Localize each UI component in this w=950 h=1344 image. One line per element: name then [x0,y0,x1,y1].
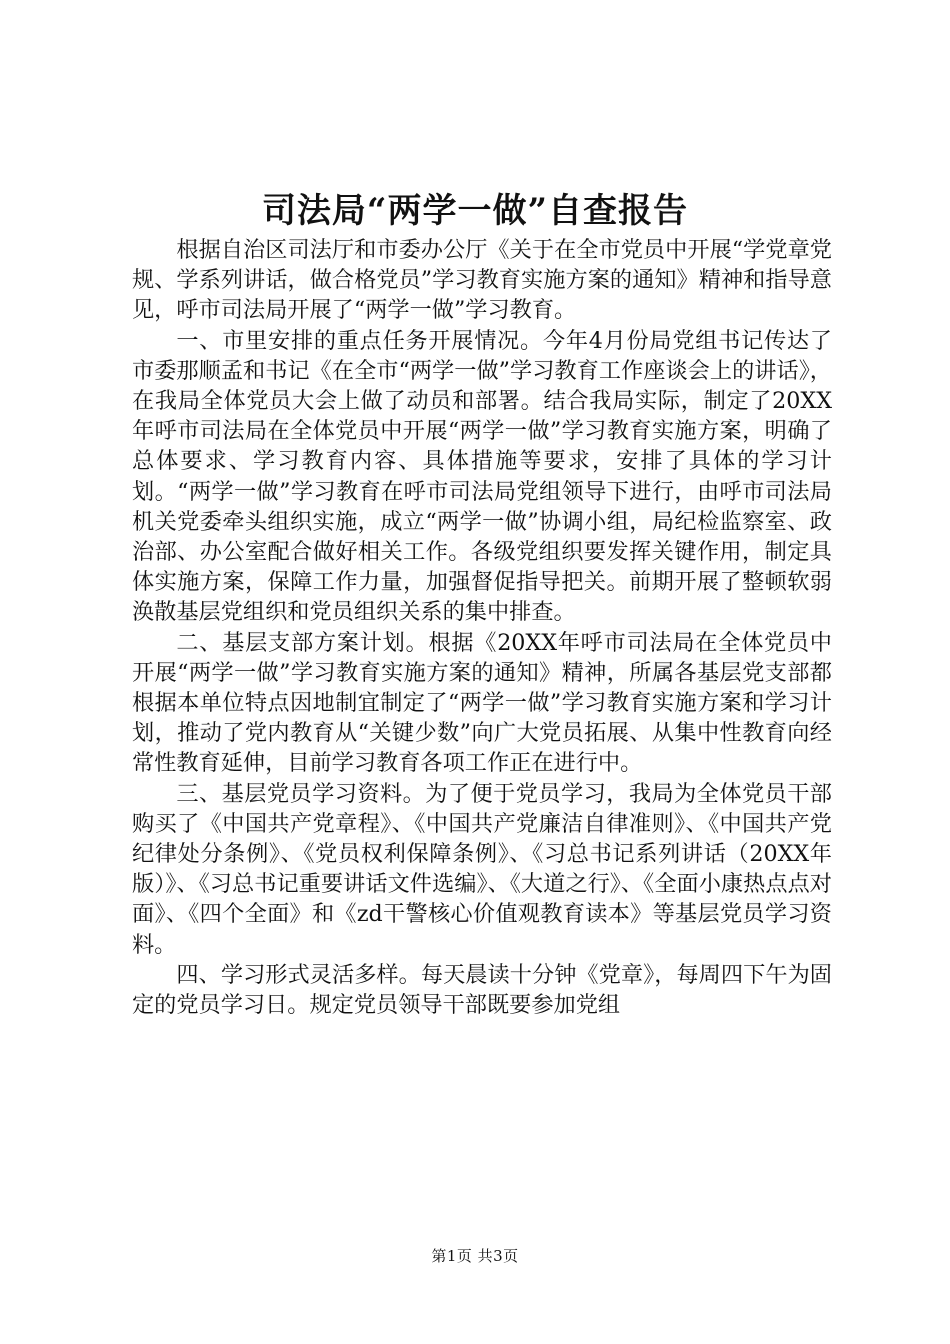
document-body [132,235,832,1020]
paragraph-section-4: 四、学习形式灵活多样。每天晨读十分钟《党章》，每周四下午为固定的党员学习日。规定党员领导干部既要参加党组 [132,961,832,1019]
paragraph-section-2: 二、基层支部方案计划。根据《20XX年呼市司法局在全体党员中开展“两学一做”学习教育实施方案的通知》精神，所属各基层党支部都根据本单位特点因地制宜制定了“两学一做”学习教育实施方案和学习计划，推动了党内教育从“关键少数”向广大党员拓展、从集中性教育向经常性教育延伸，目前学习教育各项工作正在进行中。 [132,629,832,777]
document-title: 司法局“两学一做”自查报告 [261,191,689,231]
paragraph-intro: 根据自治区司法厅和市委办公厅《关于在全市党员中开展“学党章党规、学系列讲话，做合格党员”学习教育实施方案的通知》精神和指导意见，呼市司法局开展了“两学一做”学习教育。 [132,237,832,324]
page-number-footer: 第1页 共3页 [431,1247,519,1265]
paragraph-section-3: 三、基层党员学习资料。为了便于党员学习，我局为全体党员干部购买了《中国共产党章程》、《中国共产党廉洁自律准则》、《中国共产党纪律处分条例》、《党员权利保障条例》、《习总书记系列讲话（20XX年版）》、《习总书记重要讲话文件选编》、《大道之行》、《全面小康热点点对面》、《四个全面》和《zd干警核心价值观教育读本》等基层党员学习资料。 [132,780,832,958]
paragraph-section-1: 一、市里安排的重点任务开展情况。今年4月份局党组书记传达了市委那顺孟和书记《在全市“两学一做”学习教育工作座谈会上的讲话》，在我局全体党员大会上做了动员和部署。结合我局实际，制定了20XX年呼市司法局在全体党员中开展“两学一做”学习教育实施方案，明确了总体要求、学习教育内容、具体措施等要求，安排了具体的学习计划。“两学一做”学习教育在呼市司法局党组领导下进行，由呼市司法局机关党委牵头组织实施，成立“两学一做”协调小组，局纪检监察室、政治部、办公室配合做好相关工作。各级党组织要发挥关键作用，制定具体实施方案，保障工作力量，加强督促指导把关。前期开展了整顿软弱涣散基层党组织和党员组织关系的集中排查。 [132,327,832,626]
